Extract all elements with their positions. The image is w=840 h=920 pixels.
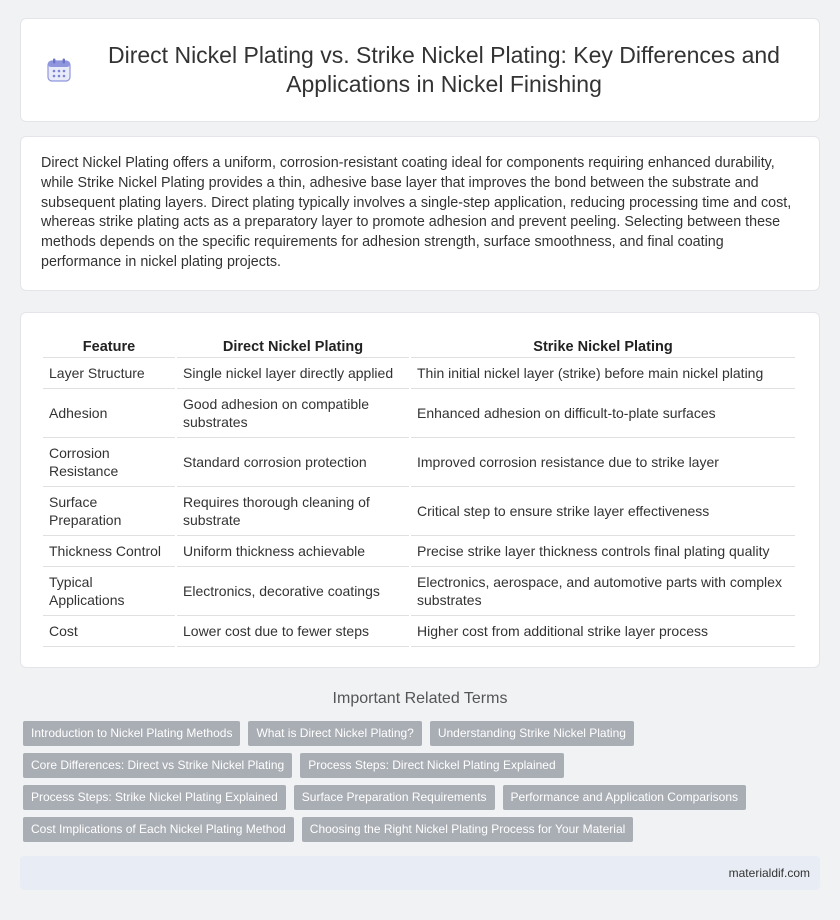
table-cell: Typical Applications: [43, 567, 175, 616]
table-cell: Standard corrosion protection: [177, 438, 409, 487]
tag-row: [23, 785, 823, 810]
related-terms-title: Important Related Terms: [332, 690, 508, 707]
column-header-direct: Direct Nickel Plating: [177, 333, 409, 358]
table-header-row: [43, 333, 795, 358]
table-row: [43, 567, 795, 616]
related-term-tag[interactable]: Performance and Application Comparisons: [503, 785, 746, 810]
table-cell: Thin initial nickel layer (strike) before main nickel plating: [411, 358, 795, 389]
table-cell: Corrosion Resistance: [43, 438, 175, 487]
table-cell: Good adhesion on compatible substrates: [177, 389, 409, 438]
table-row: [43, 438, 795, 487]
related-term-tag[interactable]: Cost Implications of Each Nickel Plating Method: [23, 817, 294, 842]
table-cell: Electronics, aerospace, and automotive parts with complex substrates: [411, 567, 795, 616]
table-cell: Higher cost from additional strike layer process: [411, 616, 795, 647]
table-cell: Enhanced adhesion on difficult-to-plate surfaces: [411, 389, 795, 438]
table-cell: Requires thorough cleaning of substrate: [177, 487, 409, 536]
comparison-table-card: [20, 312, 820, 668]
related-term-tag[interactable]: Core Differences: Direct vs Strike Nickel Plating: [23, 753, 292, 778]
table-cell: Surface Preparation: [43, 487, 175, 536]
title-card: [20, 18, 820, 122]
tag-row: [23, 817, 823, 842]
related-term-tag[interactable]: Surface Preparation Requirements: [294, 785, 495, 810]
table-row: [43, 616, 795, 647]
footer: [20, 856, 820, 890]
related-term-tag[interactable]: Introduction to Nickel Plating Methods: [23, 721, 240, 746]
related-term-tag[interactable]: What is Direct Nickel Plating?: [248, 721, 421, 746]
calendar-icon: [46, 57, 72, 83]
table-row: [43, 389, 795, 438]
comparison-table: [41, 333, 797, 647]
tag-row: [23, 753, 823, 778]
table-cell: Cost: [43, 616, 175, 647]
related-term-tag[interactable]: Process Steps: Direct Nickel Plating Explained: [300, 753, 563, 778]
footer-site-link[interactable]: materialdif.com: [728, 866, 810, 880]
intro-paragraph: Direct Nickel Plating offers a uniform, corrosion-resistant coating ideal for components requiring enhanced durability, while Strike Nickel Plating provides a thin, adhesive base layer that improves the bond between the substrate and subsequent plating layers. Direct plating typically involves a single-step application, reducing processing time and cost, whereas strike plating acts as a preparatory layer to promote adhesion and prevent peeling. Selecting between these methods depends on the specific requirements for adhesion strength, surface smoothness, and final coating performance in nickel plating projects.: [41, 155, 792, 270]
table-cell: Precise strike layer thickness controls final plating quality: [411, 536, 795, 567]
table-row: [43, 487, 795, 536]
table-row: [43, 358, 795, 389]
column-header-strike: Strike Nickel Plating: [411, 333, 795, 358]
table-cell: Adhesion: [43, 389, 175, 438]
related-terms-list: [23, 721, 823, 849]
tag-row: [23, 721, 823, 746]
related-term-tag[interactable]: Understanding Strike Nickel Plating: [430, 721, 634, 746]
table-cell: Thickness Control: [43, 536, 175, 567]
table-cell: Layer Structure: [43, 358, 175, 389]
table-cell: Improved corrosion resistance due to strike layer: [411, 438, 795, 487]
related-term-tag[interactable]: Choosing the Right Nickel Plating Process for Your Material: [302, 817, 634, 842]
table-cell: Electronics, decorative coatings: [177, 567, 409, 616]
page-title: Direct Nickel Plating vs. Strike Nickel Plating: Key Differences and Applications in Nickel Finishing: [108, 42, 780, 97]
table-row: [43, 536, 795, 567]
related-term-tag[interactable]: Process Steps: Strike Nickel Plating Explained: [23, 785, 286, 810]
table-cell: Uniform thickness achievable: [177, 536, 409, 567]
table-cell: Lower cost due to fewer steps: [177, 616, 409, 647]
intro-card: [20, 136, 820, 291]
table-cell: Critical step to ensure strike layer effectiveness: [411, 487, 795, 536]
table-cell: Single nickel layer directly applied: [177, 358, 409, 389]
column-header-feature: Feature: [43, 333, 175, 358]
